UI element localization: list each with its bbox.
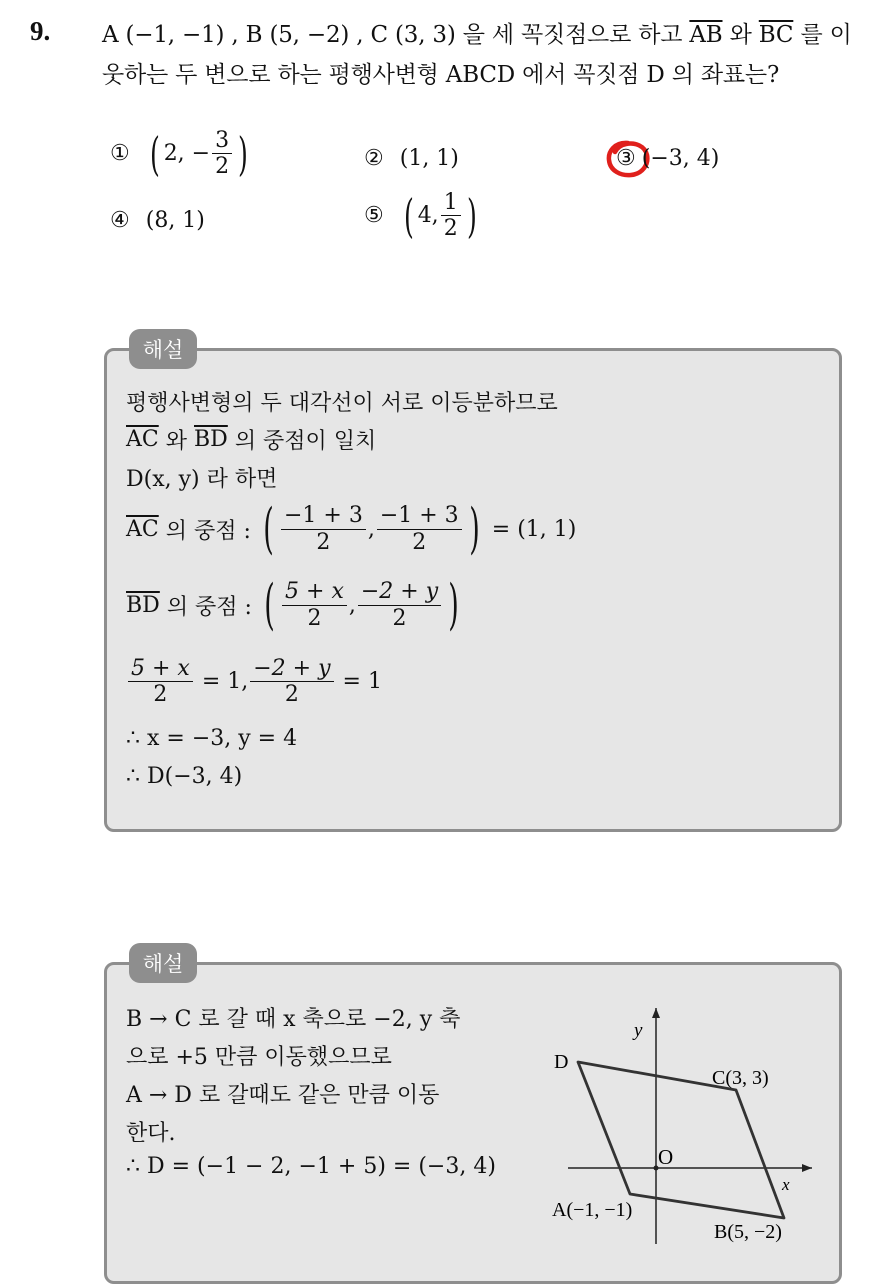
- solution2-line3: A → D 로 갈때도 같은 만큼 이동: [126, 1083, 440, 1108]
- y-axis-arrow-icon: [652, 1008, 660, 1018]
- choice-2[interactable]: ② (1, 1): [364, 146, 459, 171]
- point-b-label: B(5, −2): [714, 1221, 782, 1243]
- solution2-line2: 으로 +5 만큼 이동했으므로: [126, 1045, 392, 1070]
- segment-bc: $\overline{BC}$: [758, 22, 794, 48]
- origin-label: O: [658, 1145, 674, 1169]
- solution-tag-2: 해설: [129, 943, 197, 983]
- choice-3[interactable]: ③ (−3, 4): [616, 146, 720, 171]
- x-axis-arrow-icon: [802, 1164, 812, 1172]
- choice-4[interactable]: ④ (8, 1): [110, 208, 205, 233]
- question-text-line1: A (−1, −1) , B (5, −2) , C (3, 3) 을 세 꼭짓점으로 하고 $\overline{AB}$ 와 $\overline{BC}$ 를 이: [102, 22, 852, 48]
- parallelogram-diagram: [540, 1000, 830, 1262]
- point-a-label: A(−1, −1): [552, 1199, 633, 1221]
- solution1-line4: $\overline{AC}$ 의 중점 : ( $\frac{-1 + 3}{2}$ , $\frac{-1 + 3}{2}$ ) = (1, 1): [126, 497, 577, 560]
- choice-5[interactable]: ⑤ ( 4, $\frac{1}{2}$ ): [364, 188, 477, 243]
- x-axis-label: x: [782, 1175, 790, 1194]
- segment-ab: $\overline{AB}$: [689, 22, 723, 48]
- solution1-line7: ∴ x = −3, y = 4: [126, 726, 298, 751]
- y-axis-label: y: [634, 1020, 643, 1041]
- solution1-line2: $\overline{AC}$ 와 $\overline{BD}$ 의 중점이 일치: [126, 427, 377, 454]
- point-d-label: D: [554, 1051, 569, 1073]
- solution1-line5: $\overline{BD}$ 의 중점 : ( $\frac{5 + x}{2}$ , $\frac{-2 + y}{2}$ ): [126, 573, 459, 636]
- question-text-line2: 웃하는 두 변으로 하는 평행사변형 ABCD 에서 꼭짓점 D 의 좌표는?: [102, 62, 780, 88]
- solution2-line1: B → C 로 갈 때 x 축으로 −2, y 축: [126, 1007, 461, 1032]
- solution-tag-1: 해설: [129, 329, 197, 369]
- solution1-line3: D(x, y) 라 하면: [126, 467, 278, 492]
- solution1-line1: 평행사변형의 두 대각선이 서로 이등분하므로: [126, 391, 558, 416]
- solution1-line6: $\frac{5 + x}{2}$ = 1, $\frac{-2 + y}{2}$ = 1: [126, 656, 382, 708]
- solution1-line8: ∴ D(−3, 4): [126, 764, 243, 789]
- solution2-line5: ∴ D = (−1 − 2, −1 + 5) = (−3, 4): [126, 1154, 496, 1179]
- solution2-line4: 한다.: [126, 1121, 176, 1146]
- question-number: 9.: [30, 16, 51, 46]
- point-c-label: C(3, 3): [712, 1067, 769, 1089]
- choice-1[interactable]: ① ( 2, − $\frac{3}{2}$ ): [110, 126, 249, 181]
